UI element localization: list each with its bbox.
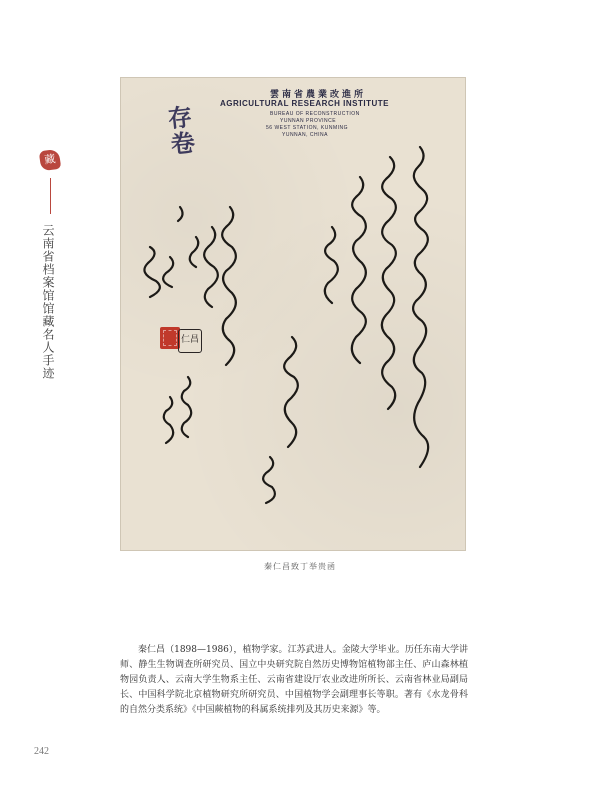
- book-title-vertical: 云南省档案馆馆藏名人手迹: [41, 224, 55, 380]
- letterhead-english: AGRICULTURAL RESEARCH INSTITUTE: [220, 99, 389, 108]
- red-seal-stamp: [160, 327, 180, 349]
- page-number: 242: [34, 746, 49, 757]
- letterhead-line: YUNNAN PROVINCE: [280, 118, 337, 124]
- side-seal-icon: 藏: [39, 149, 62, 172]
- letterhead-chinese: 雲南省農業改進所: [270, 90, 367, 100]
- ink-seal-stamp: 仁昌: [178, 329, 202, 353]
- letterhead-line: YUNNAN, CHINA: [282, 132, 328, 138]
- letter-facsimile: [120, 77, 466, 551]
- side-divider: [50, 178, 51, 214]
- archive-stamp: 存卷: [162, 103, 197, 159]
- letterhead-line: 56 WEST STATION, KUNMING: [266, 125, 349, 131]
- figure-caption: 秦仁昌致丁举贵函: [264, 562, 336, 571]
- biography-paragraph: 秦仁昌（1898—1986），植物学家。江苏武进人。金陵大学毕业。历任东南大学讲师、静生生物调查所研究员、国立中央研究院自然历史博物馆植物部主任、庐山森林植物园负责人、云南大学生物系主任、云南省建设厅农业改进所所长、云南省林业局副局长、中国科学院北京植物研究所研究员、中国植物学会副理事长等职。著有《水龙骨科的自然分类系统》《中国蕨植物的科属系统排列及其历史来源》等。: [120, 645, 468, 715]
- letterhead-line: BUREAU OF RECONSTRUCTION: [270, 111, 360, 117]
- handwriting-image: [120, 77, 466, 551]
